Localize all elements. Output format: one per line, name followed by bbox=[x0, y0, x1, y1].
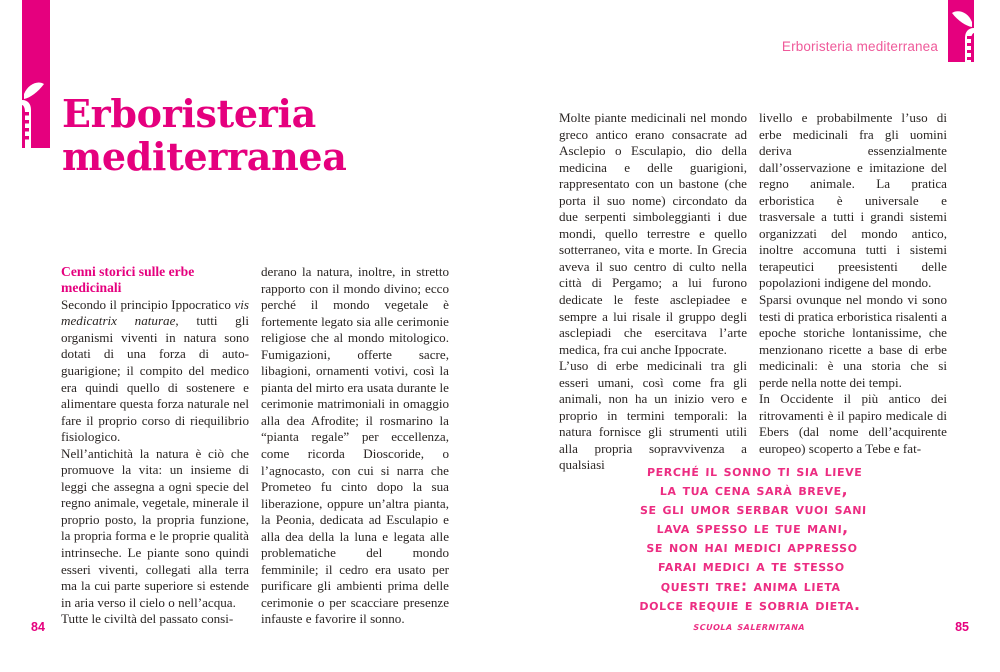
latin-term: vis medicatrix naturae bbox=[61, 296, 249, 329]
poem-line: se gli umor serbar vuoi sani bbox=[639, 500, 868, 519]
paragraph: In Occidente il più antico dei ritrovamenti è il papiro medicale di Ebers (dal nome dell’acquirente europeo) scoperto a Tebe e fat- bbox=[759, 391, 947, 456]
page-number-left: 84 bbox=[31, 620, 45, 634]
section-heading: Cenni storici sulle erbe medicinali bbox=[61, 264, 195, 296]
paragraph bbox=[61, 264, 249, 446]
poem-line: dolce requie e sobria dieta. bbox=[639, 595, 861, 614]
poem-line: lava spesso le tue mani, bbox=[656, 519, 850, 538]
plant-leaf-bar-mark-right-icon bbox=[948, 0, 974, 62]
text-column-3 bbox=[559, 110, 747, 474]
paragraph: Molte piante medicinali nel mondo greco antico erano consacrate ad Asclepio o Esculapio, dio della medicina e delle guarigioni, rappresentato con un bastone (che porta il suo nome) circondato da due serpenti simboleggianti i due mondi, quello terrestre e quello sotterraneo, vita e morte. In Grecia aveva il suo centro di culto nella città di Pergamo; a lui furono dedicate le feste asclepiadee e sempre a lui risale il gruppo degli asclepiadi che esercitava l’arte medica, fra cui anche Ippocrate. bbox=[559, 110, 747, 357]
page-title-line-1: Erboristeria bbox=[62, 91, 316, 137]
page-number-right: 85 bbox=[955, 620, 969, 634]
paragraph: Nell’antichità la natura è ciò che promuove la vita: un insieme di leggi che assegna a ogni specie del regno animale, vegetale, minerale il proprio posto, la propria funzione, la propria forma e le proprie qualità intrinseche. Le piante sono quindi esseri viventi, collegati alla terra ma la cui parte superiore si estende in aria verso il cielo o nell’acqua. bbox=[61, 445, 249, 610]
text-column-4 bbox=[759, 110, 947, 457]
poem-line: questi tre: anima lieta bbox=[660, 576, 841, 595]
poem-block bbox=[553, 462, 951, 636]
paragraph: livello e probabilmente l’uso di erbe medicinali fra gli uomini deriva essenzialmente dall’osservazione e imitazione del regno animale. La pratica erboristica è universale e trasversale a tutti i grandi sistemi organizzati del mondo antico, inoltre accomuna tutti i sistemi terapeutici preesistenti delle popolazioni indigene del mondo. bbox=[759, 110, 947, 291]
paragraph: Sparsi ovunque nel mondo vi sono testi di pratica erboristica risalenti a epoche storiche lontanissime, che menzionano ricette a base di erbe medicinali: è una storia che si perde nella notte dei tempi. bbox=[759, 292, 947, 390]
plant-leaf-bar-mark-left-icon bbox=[22, 0, 50, 148]
page-title bbox=[62, 93, 482, 179]
poem-line: perché il sonno ti sia lieve bbox=[646, 462, 863, 480]
poem-line: farai medici a te stesso bbox=[657, 557, 846, 576]
page-title-line-2: mediterranea bbox=[62, 134, 347, 180]
paragraph: derano la natura, inoltre, in stretto rapporto con il mondo divino; ecco perché il mondo vegetale è fortemente legato sia alle cerimonie religiose che al mondo mitologico. Fumigazioni, offerte sacre, libagioni, ornamenti votivi, così la pianta del mirto era usata durante le cerimonie matrimoniali in omaggio alla dea Afrodite; il rosmarino la “pianta regale” per eccellenza, come ricorda Dioscoride, o l’agnocasto, con cui si narra che Prometeo fu cinto dopo la sua liberazione, oppure un’altra pianta, la Peonia, dedicata ad Esculapio e alla dea della la luna e legata alle problematiche del mondo femminile; il cedro era usato per purificare gli ambienti prima delle cerimonie o per scacciare presenze infauste e favorire il sonno. bbox=[261, 264, 449, 627]
paragraph-text: , tutti gli organismi viventi in natura sono dotati di una forza di auto-guarigione; il compito del medico era quindi quello di sostenere e alimentare questa forza naturale nel fare il proprio corso di riequilibrio fisiologico. bbox=[61, 313, 249, 445]
poem-attribution: scuola salernitana bbox=[693, 618, 806, 633]
poem-line: se non hai medici appresso bbox=[646, 538, 858, 557]
poem-line: la tua cena sarà breve, bbox=[659, 481, 849, 500]
paragraph: L’uso di erbe medicinali tra gli esseri umani, così come fra gli animali, non ha un inizio vero e proprio in termini temporali: la natura fornisce gli strumenti utili alla propria sopravvivenza a qualsiasi bbox=[559, 358, 747, 473]
paragraph: Tutte le civiltà del passato consi- bbox=[61, 611, 234, 627]
text-column-2 bbox=[261, 264, 449, 628]
text-column-1 bbox=[61, 264, 249, 628]
running-head: Erboristeria mediterranea bbox=[781, 39, 938, 54]
paragraph-text: Secondo il principio Ippocratico bbox=[61, 296, 235, 312]
